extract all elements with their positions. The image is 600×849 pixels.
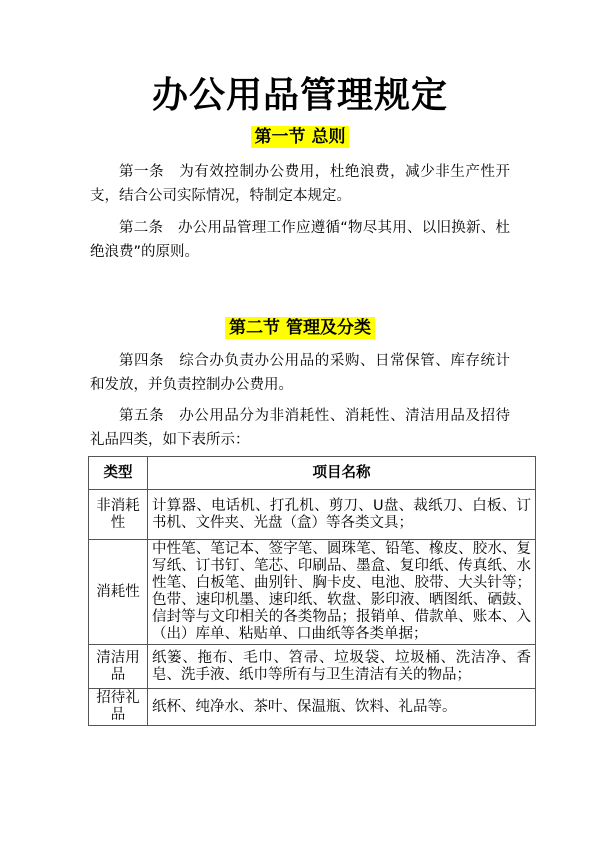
section-heading-text: 第二节 管理及分类 [225,317,375,339]
column-header-type: 类型 [89,457,148,490]
document-title: 办公用品管理规定 [151,75,448,116]
type-cell: 消耗性 [89,540,148,645]
items-cell: 纸杯、纯净水、茶叶、保温瓶、饮料、礼品等。 [148,689,536,726]
table-row [89,490,536,540]
section-heading-text: 第一节 总则 [251,126,350,148]
article-2: 第二条 办公用品管理工作应遵循“物尽其用、以旧换新、杜绝浪费”的原则。 [90,220,510,260]
items-cell: 纸篓、拖布、毛巾、笤帚、垃圾袋、垃圾桶、洗洁净、香皂、洗手液、纸巾等所有与卫生清洁有关的物品； [148,645,536,689]
column-header-items: 项目名称 [148,457,536,490]
article-4: 第四条 综合办负责办公用品的采购、日常保管、库存统计和发放，并负责控制办公费用。 [90,353,510,393]
section-heading-management [0,316,600,340]
table-row [89,645,536,689]
article-1: 第一条 为有效控制办公费用，杜绝浪费，减少非生产性开支，结合公司实际情况，特制定本规定。 [90,164,510,204]
table-header-row [89,457,536,490]
table-row [89,540,536,645]
section-heading-general [0,125,600,149]
items-cell: 中性笔、笔记本、签字笔、圆珠笔、铅笔、橡皮、胶水、复写纸、订书钉、笔芯、印刷品、墨盒、复印纸、传真纸、水性笔、白板笔、曲别针、胸卡皮、电池、胶带、大头针等；色带、速印机墨、速印纸、软盘、影印液、晒图纸、硒鼓、信封等与文印相关的各类物品；报销单、借款单、账本、入（出）库单、粘贴单、口曲纸等各类单据； [148,540,536,645]
type-cell: 清洁用品 [89,645,148,689]
table-row [89,689,536,726]
items-cell: 计算器、电话机、打孔机、剪刀、U盘、裁纸刀、白板、订书机、文件夹、光盘（盒）等各类文具； [148,490,536,540]
type-cell: 招待礼品 [89,689,148,726]
office-supplies-table [88,456,536,726]
article-5: 第五条 办公用品分为非消耗性、消耗性、清洁用品及招待礼品四类，如下表所示： [90,408,510,448]
type-cell: 非消耗性 [89,490,148,540]
